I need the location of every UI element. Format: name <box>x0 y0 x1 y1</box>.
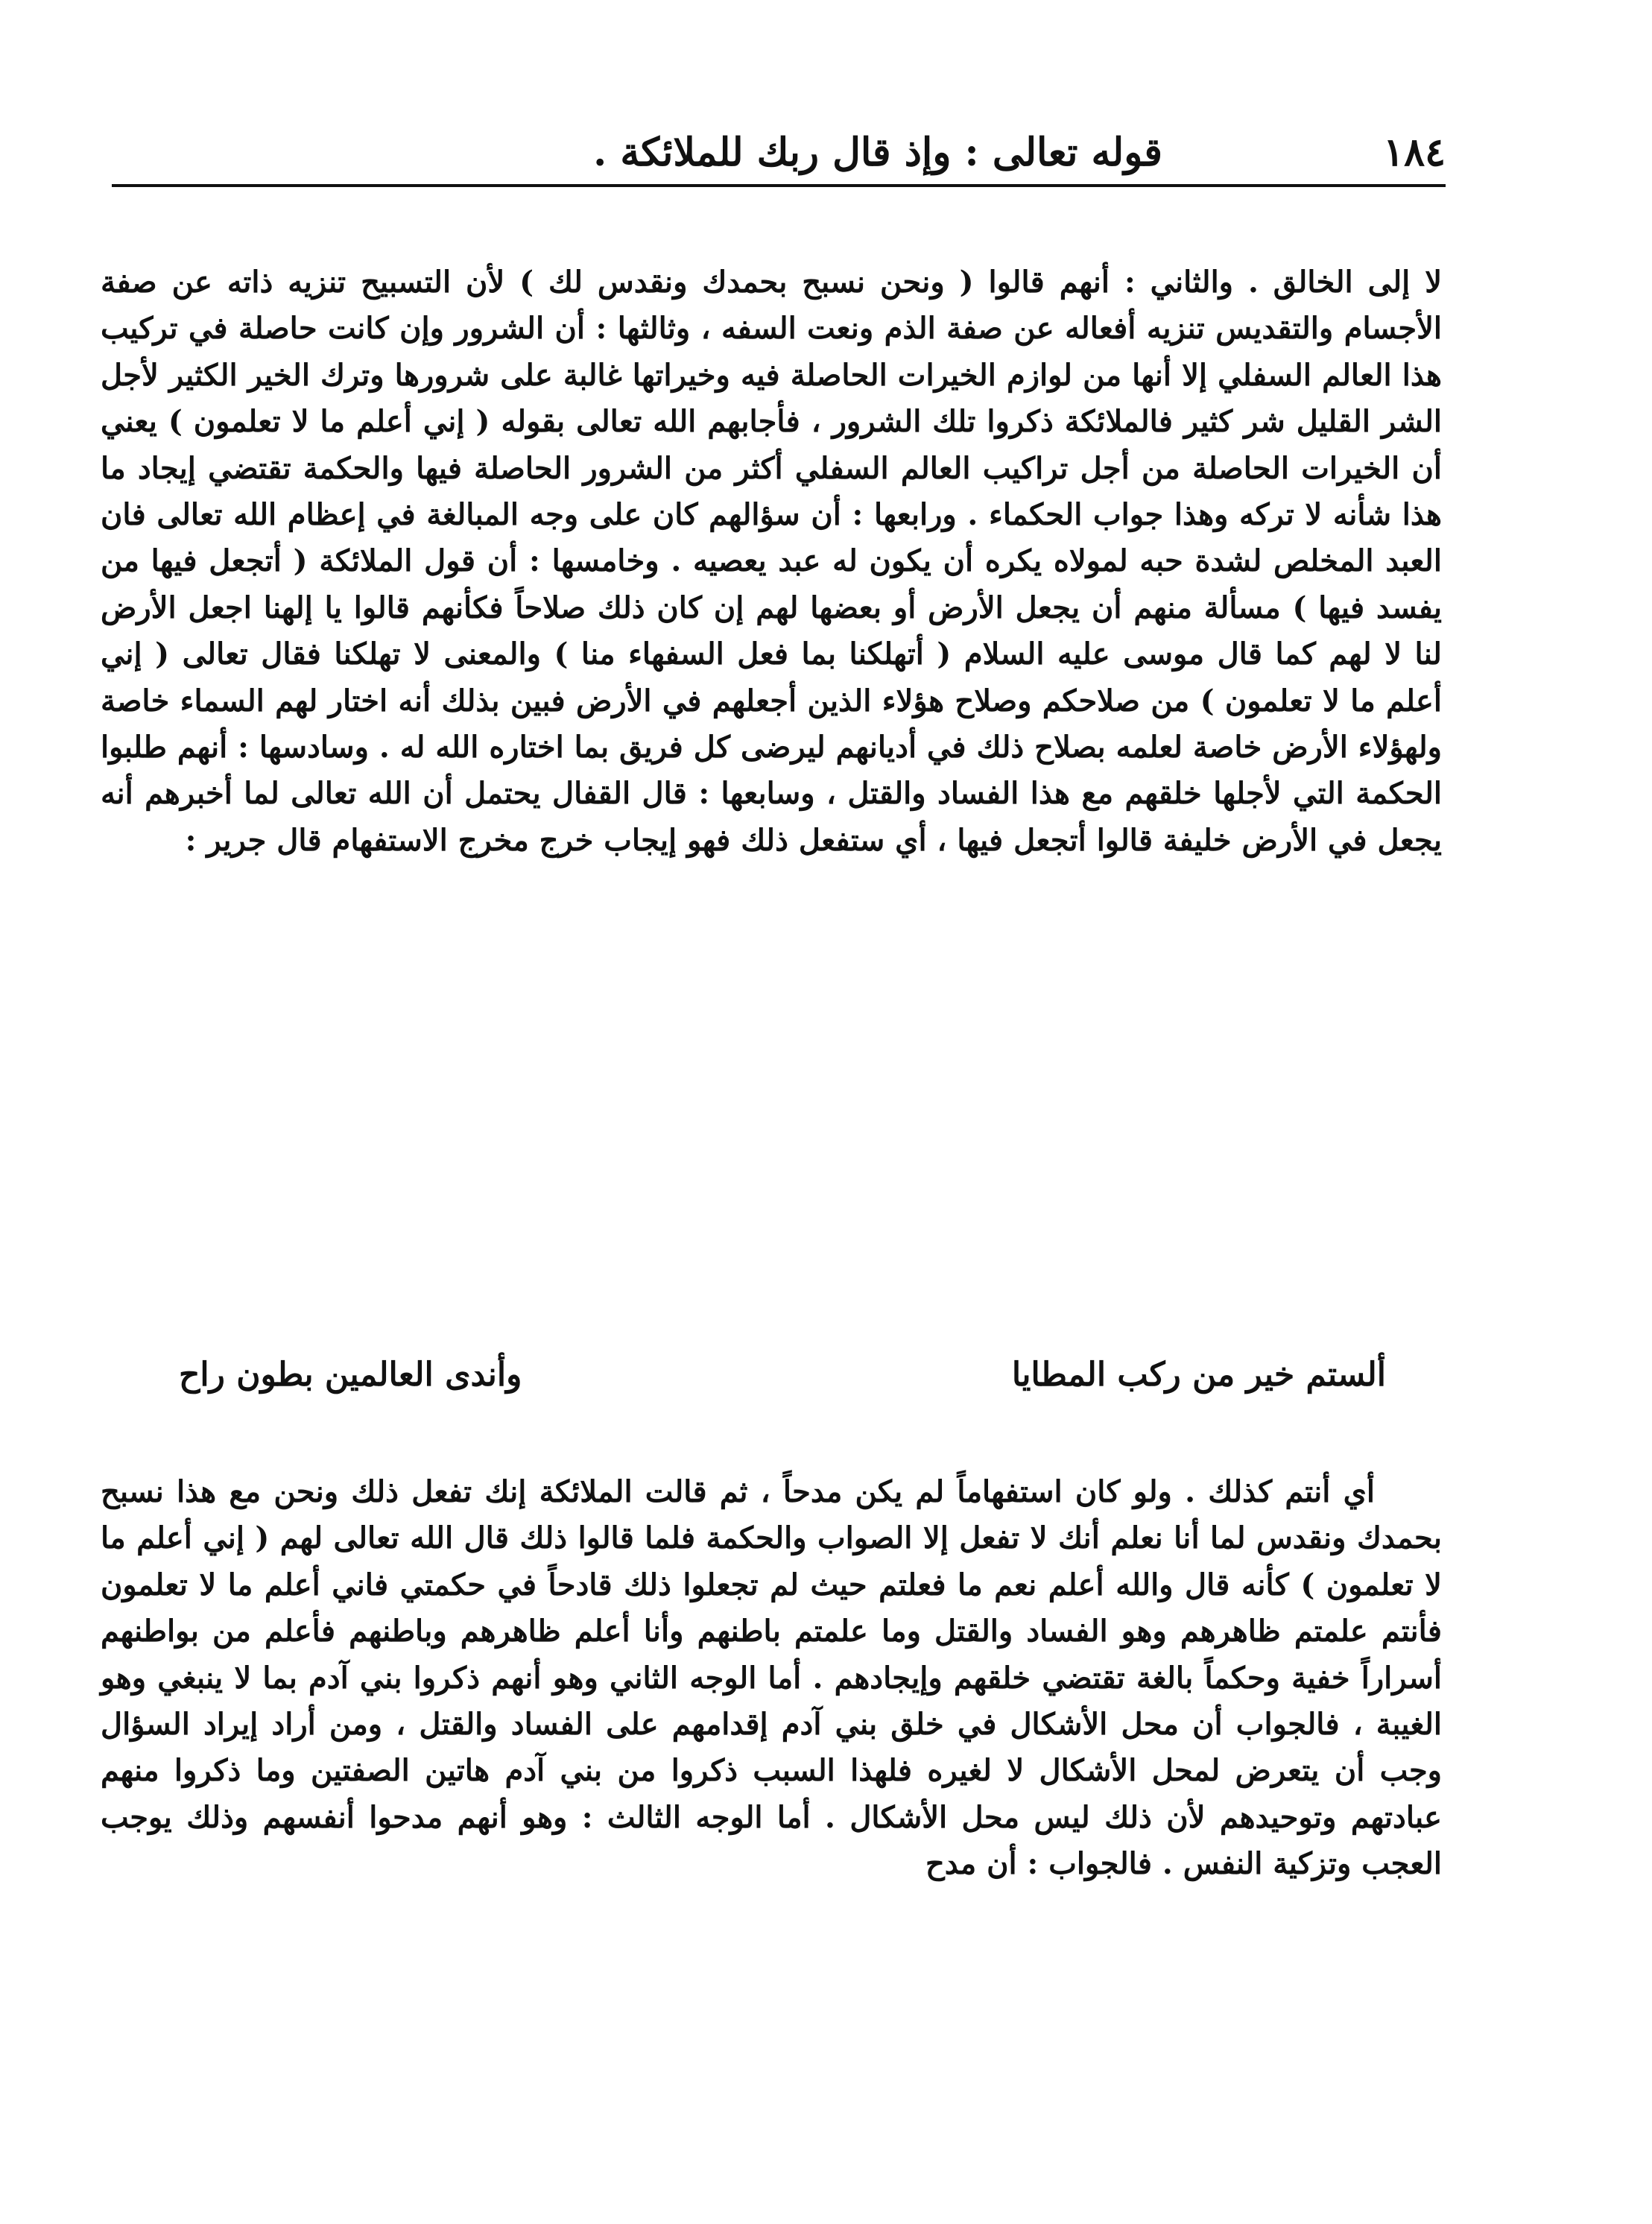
body-paragraph-1: لا إلى الخالق . والثاني : أنهم قالوا ( ونحن نسبح بحمدك ونقدس لك ) لأن التسبيح تنزيه ذاته عن صفة الأجسام والتقديس تنزيه أفعاله عن صفة الذم ونعت السفه ، وثالثها : أن الشرور وإن كانت حاصلة في تركيب هذا العالم السفلي إلا أنها من لوازم الخيرات الحاصلة فيه وخيراتها غالبة على شرورها وترك الخير الكثير لأجل الشر القليل شر كثير فالملائكة ذكروا تلك الشرور ، فأجابهم الله تعالى بقوله ( إني أعلم ما لا تعلمون ) يعني أن الخيرات الحاصلة من أجل تراكيب العالم السفلي أكثر من الشرور الحاصلة فيها والحكمة تقتضي إيجاد ما هذا شأنه لا تركه وهذا جواب الحكماء . ورابعها : أن سؤالهم كان على وجه المبالغة في إعظام الله تعالى فان العبد المخلص لشدة حبه لمولاه يكره أن يكون له عبد يعصيه . وخامسها : أن قول الملائكة ( أتجعل فيها من يفسد فيها ) مسألة منهم أن يجعل الأرض أو بعضها لهم إن كان ذلك صلاحاً فكأنهم قالوا يا إلهنا اجعل الأرض لنا لا لهم كما قال موسى عليه السلام ( أتهلكنا بما فعل السفهاء منا ) والمعنى لا تهلكنا فقال تعالى ( إني أعلم ما لا تعلمون ) من صلاحكم وصلاح هؤلاء الذين أجعلهم في الأرض فبين بذلك أنه اختار لهم السماء خاصة ولهؤلاء الأرض خاصة لعلمه بصلاح ذلك في أديانهم ليرضى كل فريق بما اختاره الله له . وسادسها : أنهم طلبوا الحكمة التي لأجلها خلقهم مع هذا الفساد والقتل ، وسابعها : قال القفال يحتمل أن الله تعالى لما أخبرهم أنه يجعل في الأرض خليفة قالوا أتجعل فيها ، أي ستفعل ذلك فهو إيجاب خرج مخرج الاستفهام قال جرير : <box>101 265 1442 858</box>
body-paragraph-2: أي أنتم كذلك . ولو كان استفهاماً لم يكن مدحاً ، ثم قالت الملائكة إنك تفعل ذلك ونحن مع هذا نسبح بحمدك ونقدس لما أنا نعلم أنك لا تفعل إلا الصواب والحكمة فلما قالوا ذلك قال الله تعالى لهم ( إني أعلم ما لا تعلمون ) كأنه قال والله أعلم نعم ما فعلتم حيث لم تجعلوا ذلك قادحاً في حكمتي فاني أعلم ما لا تعلمون فأنتم علمتم ظاهرهم وهو الفساد والقتل وما علمتم باطنهم وأنا أعلم ظاهرهم وباطنهم فأعلم من بواطنهم أسراراً خفية وحكماً بالغة تقتضي خلقهم وإيجادهم . أما الوجه الثاني وهو أنهم ذكروا بني آدم بما لا ينبغي وهو الغيبة ، فالجواب أن محل الأشكال في خلق بني آدم إقدامهم على الفساد والقتل ، ومن أراد إيراد السؤال وجب أن يتعرض لمحل الأشكال لا لغيره فلهذا السبب ذكروا من بني آدم هاتين الصفتين وما ذكروا منهم عبادتهم وتوحيدهم لأن ذلك ليس محل الأشكال . أما الوجه الثالث : وهو أنهم مدحوا أنفسهم وذلك يوجب العجب وتزكية النفس . فالجواب : أن مدح <box>101 1474 1442 1882</box>
page-number: ١٨٤ <box>1383 130 1446 175</box>
poetry-verse <box>179 1349 1386 1401</box>
running-title: قوله تعالى : وإذ قال ربك للملائكة . <box>593 130 1162 175</box>
verse-second-hemistich: وأندى العالمين بطون راح <box>179 1356 522 1394</box>
verse-first-hemistich: ألستم خير من ركب المطايا <box>1011 1356 1386 1394</box>
page-header <box>112 123 1446 183</box>
header-divider <box>112 184 1446 187</box>
